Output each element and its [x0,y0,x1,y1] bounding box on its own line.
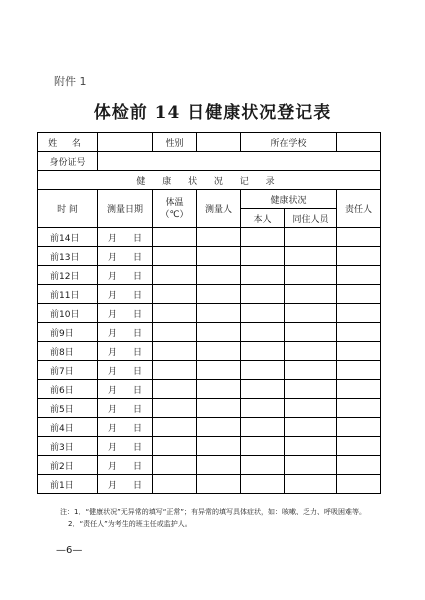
table-row [38,323,381,342]
row-measurer-cell[interactable] [197,418,241,437]
row-measurer-cell[interactable] [197,437,241,456]
row-temp-cell[interactable] [153,361,197,380]
id-row [38,152,381,171]
form-title: 体检前 14 日健康状况登记表 [93,103,332,123]
day-text: 日 [133,290,143,301]
row-companion-cell[interactable] [285,266,337,285]
row-self-cell[interactable] [241,361,285,380]
row-temp-cell[interactable] [153,323,197,342]
row-date-cell[interactable] [98,456,153,475]
row-date-cell[interactable] [98,361,153,380]
month-text: 月 [107,309,117,320]
row-temp-cell[interactable] [153,266,197,285]
section-title: 健 康 状 况 记 录 [38,171,381,190]
row-companion-cell[interactable] [285,361,337,380]
month-text: 月 [107,366,117,377]
month-text: 月 [107,233,117,244]
row-temp-cell[interactable] [153,475,197,494]
day-text: 日 [133,480,143,491]
row-self-cell[interactable] [241,437,285,456]
row-companion-cell[interactable] [285,285,337,304]
month-text: 月 [107,480,117,491]
day-text: 日 [133,328,143,339]
day-text: 日 [133,385,143,396]
footnote-2: 2．“责任人”为考生的班主任或监护人。 [68,520,192,528]
row-self-cell[interactable] [241,380,285,399]
table-row [38,380,381,399]
school-field[interactable] [337,133,381,152]
row-temp-cell[interactable] [153,342,197,361]
row-responsible-cell[interactable] [337,228,381,247]
row-responsible-cell[interactable] [337,475,381,494]
table-row [38,437,381,456]
table-row [38,361,381,380]
row-self-cell[interactable] [241,323,285,342]
row-date-cell[interactable] [98,285,153,304]
row-date-cell[interactable] [98,323,153,342]
row-measurer-cell[interactable] [197,266,241,285]
row-companion-cell[interactable] [285,323,337,342]
row-measurer-cell[interactable] [197,475,241,494]
row-measurer-cell[interactable] [197,285,241,304]
row-temp-cell[interactable] [153,418,197,437]
row-measurer-cell[interactable] [197,247,241,266]
health-record-table [37,132,381,494]
row-measurer-cell[interactable] [197,380,241,399]
month-text: 月 [107,385,117,396]
day-text: 日 [133,366,143,377]
row-date-cell[interactable] [98,475,153,494]
name-field[interactable] [98,133,153,152]
row-day-label: 前6日 [38,380,98,399]
row-day-label: 前12日 [38,266,98,285]
row-companion-cell[interactable] [285,456,337,475]
row-temp-cell[interactable] [153,399,197,418]
row-measurer-cell[interactable] [197,228,241,247]
row-temp-cell[interactable] [153,437,197,456]
name-row [38,133,381,152]
row-self-cell[interactable] [241,228,285,247]
month-text: 月 [107,252,117,263]
day-text: 日 [133,252,143,263]
row-day-label: 前11日 [38,285,98,304]
table-row [38,399,381,418]
row-responsible-cell[interactable] [337,361,381,380]
row-day-label: 前9日 [38,323,98,342]
header-row-1 [38,190,381,209]
row-temp-cell[interactable] [153,228,197,247]
row-temp-cell[interactable] [153,304,197,323]
row-self-cell[interactable] [241,456,285,475]
month-text: 月 [107,404,117,415]
id-field[interactable] [98,152,381,171]
day-text: 日 [133,271,143,282]
row-responsible-cell[interactable] [337,285,381,304]
row-day-label: 前7日 [38,361,98,380]
row-responsible-cell[interactable] [337,304,381,323]
gender-field[interactable] [197,133,241,152]
row-companion-cell[interactable] [285,418,337,437]
row-measurer-cell[interactable] [197,304,241,323]
day-text: 日 [133,233,143,244]
gender-label: 性别 [153,133,197,152]
row-companion-cell[interactable] [285,304,337,323]
row-measurer-cell[interactable] [197,342,241,361]
row-self-cell[interactable] [241,399,285,418]
row-measurer-cell[interactable] [197,399,241,418]
row-responsible-cell[interactable] [337,418,381,437]
row-day-label: 前14日 [38,228,98,247]
month-text: 月 [107,461,117,472]
footnotes [60,506,385,530]
table-row [38,228,381,247]
row-companion-cell[interactable] [285,475,337,494]
row-companion-cell[interactable] [285,342,337,361]
row-self-cell[interactable] [241,342,285,361]
row-day-label: 前10日 [38,304,98,323]
row-measurer-cell[interactable] [197,323,241,342]
day-text: 日 [133,404,143,415]
row-companion-cell[interactable] [285,380,337,399]
table-row [38,418,381,437]
row-date-cell[interactable] [98,342,153,361]
page-number: —6— [56,545,83,556]
row-date-cell[interactable] [98,418,153,437]
month-text: 月 [107,328,117,339]
row-responsible-cell[interactable] [337,380,381,399]
id-label: 身份证号 [38,152,98,171]
row-day-label: 前5日 [38,399,98,418]
col-date: 测量日期 [98,190,153,228]
row-responsible-cell[interactable] [337,323,381,342]
row-responsible-cell[interactable] [337,399,381,418]
row-day-label: 前3日 [38,437,98,456]
month-text: 月 [107,423,117,434]
day-text: 日 [133,442,143,453]
month-text: 月 [107,271,117,282]
name-label: 姓 名 [38,133,98,152]
section-row [38,171,381,190]
row-day-label: 前8日 [38,342,98,361]
row-responsible-cell[interactable] [337,266,381,285]
row-companion-cell[interactable] [285,399,337,418]
table-row [38,247,381,266]
row-companion-cell[interactable] [285,228,337,247]
row-date-cell[interactable] [98,380,153,399]
row-day-label: 前13日 [38,247,98,266]
day-text: 日 [133,461,143,472]
row-temp-cell[interactable] [153,247,197,266]
day-text: 日 [133,423,143,434]
table-row [38,342,381,361]
row-temp-cell[interactable] [153,380,197,399]
month-text: 月 [107,442,117,453]
row-self-cell[interactable] [241,475,285,494]
col-responsible: 责任人 [337,190,381,228]
row-self-cell[interactable] [241,266,285,285]
row-responsible-cell[interactable] [337,247,381,266]
day-text: 日 [133,347,143,358]
row-date-cell[interactable] [98,304,153,323]
row-day-label: 前1日 [38,475,98,494]
row-date-cell[interactable] [98,228,153,247]
table-row [38,304,381,323]
table-row [38,285,381,304]
school-label: 所在学校 [241,133,337,152]
table-row [38,475,381,494]
row-responsible-cell[interactable] [337,437,381,456]
row-date-cell[interactable] [98,399,153,418]
row-responsible-cell[interactable] [337,342,381,361]
row-self-cell[interactable] [241,418,285,437]
row-companion-cell[interactable] [285,437,337,456]
month-text: 月 [107,347,117,358]
col-temp: 体温 （℃） [153,190,197,228]
row-self-cell[interactable] [241,247,285,266]
table-row [38,266,381,285]
row-temp-cell[interactable] [153,285,197,304]
row-measurer-cell[interactable] [197,456,241,475]
day-text: 日 [133,309,143,320]
row-date-cell[interactable] [98,266,153,285]
col-measurer: 测量人 [197,190,241,228]
row-date-cell[interactable] [98,437,153,456]
row-date-cell[interactable] [98,247,153,266]
row-responsible-cell[interactable] [337,456,381,475]
col-health-self: 本人 [241,209,285,228]
col-health: 健康状况 [241,190,337,209]
row-day-label: 前2日 [38,456,98,475]
footnote-1: 注：1．“健康状况”无异常的填写“正常”；有异常的填写具体症状，如：咳嗽、乏力、呼吸困难等。 [60,508,366,516]
col-health-companion: 同住人员 [285,209,337,228]
row-day-label: 前4日 [38,418,98,437]
month-text: 月 [107,290,117,301]
row-self-cell[interactable] [241,285,285,304]
row-measurer-cell[interactable] [197,361,241,380]
row-temp-cell[interactable] [153,456,197,475]
annex-label: 附件 1 [54,75,87,88]
col-time: 时 间 [38,190,98,228]
table-row [38,456,381,475]
row-companion-cell[interactable] [285,247,337,266]
row-self-cell[interactable] [241,304,285,323]
